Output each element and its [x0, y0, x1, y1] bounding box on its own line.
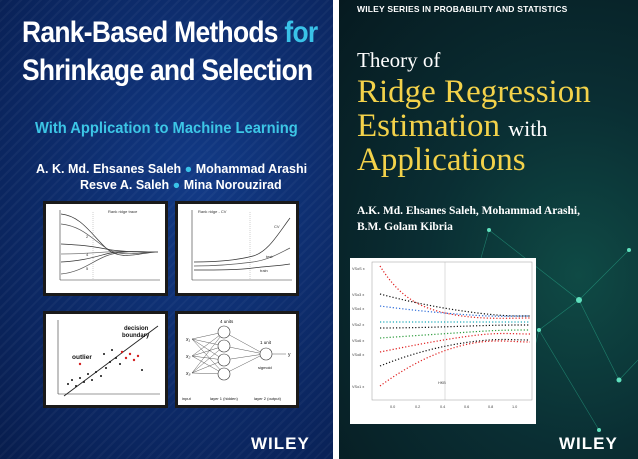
ridge-trace-title: Rank ridge trace [108, 209, 138, 214]
svg-text:0.8: 0.8 [488, 405, 494, 409]
svg-text:4: 4 [86, 252, 89, 257]
boundary-label-1: decision [124, 326, 149, 332]
boundary-label-2: boundary [122, 333, 150, 339]
svg-text:0.4: 0.4 [440, 405, 446, 409]
title-line-ridge-regression: Ridge Regression [357, 74, 591, 110]
svg-text:VSo6 x: VSo6 x [352, 339, 365, 343]
author-name: Mohammad Arashi [195, 162, 308, 176]
author-name: Resve A. Saleh [80, 178, 170, 192]
svg-text:VSo3 x: VSo3 x [352, 293, 365, 297]
author-name: Mina Norouzirad [183, 178, 282, 192]
publisher-logo: WILEY [251, 434, 310, 453]
svg-text:x₃: x₃ [186, 371, 191, 377]
nn-layer2-label: layer 2 (output) [254, 396, 281, 401]
svg-text:VSo4 x: VSo4 x [352, 307, 365, 311]
svg-text:x₁: x₁ [186, 337, 191, 343]
author-line-1: A. K. Md. Ehsanes Saleh ● Mohammad Arashi [36, 162, 308, 176]
svg-text:VSo2 x: VSo2 x [352, 323, 365, 327]
svg-text:5: 5 [86, 266, 89, 271]
ridge-trace-panel [43, 201, 168, 296]
nn-layer1-label: layer 1 (hidden) [210, 396, 238, 401]
cv-panel-title: Rank ridge - CV [198, 209, 227, 214]
series-name: WILEY SERIES IN PROBABILITY AND STATISTICS [357, 4, 568, 14]
ridge-trace-figure [350, 258, 536, 424]
outlier-panel [43, 311, 168, 408]
nn-input-label: input [182, 396, 191, 401]
authors-line-2: B.M. Golam Kibria [357, 221, 453, 233]
title-line-applications: Applications [357, 142, 526, 178]
svg-text:2: 2 [86, 234, 89, 239]
cv-panel [175, 201, 299, 296]
legend-train: train [260, 268, 268, 273]
nn-output-label: y [288, 352, 291, 358]
svg-text:VSoS x: VSoS x [352, 267, 365, 271]
title-line-estimation: Estimation with [357, 108, 548, 144]
nn-unit-label: 1 unit [260, 340, 272, 345]
author-name: A. K. Md. Ehsanes Saleh [36, 162, 182, 176]
book-title: Rank-Based Methods for Shrinkage and Selection [22, 16, 318, 87]
svg-text:HKB: HKB [438, 381, 446, 385]
publisher-logo: WILEY [559, 434, 618, 453]
authors-line-1: A.K. Md. Ehsanes Saleh, Mohammad Arashi, [357, 205, 581, 217]
legend-test: test [266, 254, 273, 259]
svg-text:0.6: 0.6 [464, 405, 470, 409]
svg-text:x₂: x₂ [186, 354, 191, 360]
svg-text:1.0: 1.0 [512, 405, 518, 409]
svg-text:0.0: 0.0 [390, 405, 396, 409]
nn-sigmoid-label: sigmoid [258, 365, 272, 370]
nn-top-label: 4 units [220, 319, 234, 324]
author-line-2: Resve A. Saleh ● Mina Norouzirad [80, 178, 282, 192]
neural-net-panel [175, 311, 299, 408]
outlier-label: outlier [72, 354, 92, 361]
legend-cv: CV [274, 224, 280, 229]
book-subtitle: With Application to Machine Learning [35, 120, 298, 137]
title-line-theory-of: Theory of [357, 48, 441, 72]
svg-text:VSo8 x: VSo8 x [352, 353, 365, 357]
svg-text:0.2: 0.2 [415, 405, 421, 409]
svg-text:VSo1 x: VSo1 x [352, 385, 365, 389]
